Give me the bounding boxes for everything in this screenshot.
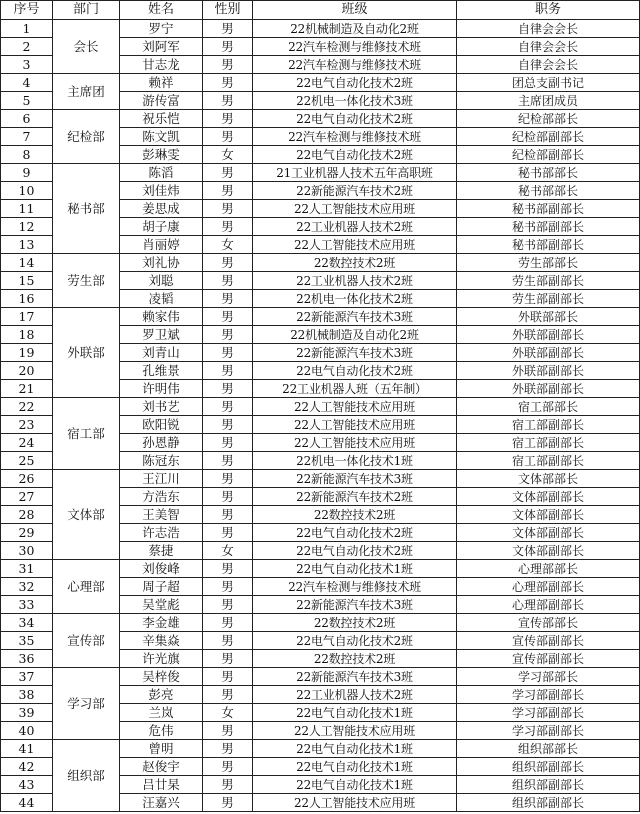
cell-role: 外联部副部长 xyxy=(457,380,640,398)
cell-name: 孔维景 xyxy=(120,362,203,380)
cell-class: 22工业机器人技术2班 xyxy=(253,218,457,236)
cell-role: 组织部副部长 xyxy=(457,758,640,776)
cell-name: 王美智 xyxy=(120,506,203,524)
cell-no: 27 xyxy=(1,488,53,506)
cell-class: 22电气自动化技术1班 xyxy=(253,740,457,758)
cell-dept: 组织部 xyxy=(53,740,120,812)
cell-name: 陈冠东 xyxy=(120,452,203,470)
cell-no: 32 xyxy=(1,578,53,596)
cell-sex: 男 xyxy=(203,272,253,290)
cell-no: 17 xyxy=(1,308,53,326)
cell-name: 刘阿军 xyxy=(120,38,203,56)
cell-sex: 男 xyxy=(203,470,253,488)
cell-name: 许光旗 xyxy=(120,650,203,668)
cell-no: 29 xyxy=(1,524,53,542)
cell-name: 陈文凯 xyxy=(120,128,203,146)
cell-name: 周子超 xyxy=(120,578,203,596)
cell-sex: 男 xyxy=(203,776,253,794)
cell-sex: 男 xyxy=(203,92,253,110)
cell-sex: 男 xyxy=(203,722,253,740)
cell-name: 肖丽婷 xyxy=(120,236,203,254)
cell-sex: 男 xyxy=(203,254,253,272)
cell-name: 辛集焱 xyxy=(120,632,203,650)
cell-name: 李金雄 xyxy=(120,614,203,632)
cell-name: 刘书艺 xyxy=(120,398,203,416)
cell-class: 22数控技术2班 xyxy=(253,614,457,632)
cell-role: 文体部部长 xyxy=(457,470,640,488)
cell-name: 汪嘉兴 xyxy=(120,794,203,812)
cell-name: 危伟 xyxy=(120,722,203,740)
table-row xyxy=(1,740,640,758)
cell-class: 22电气自动化技术1班 xyxy=(253,776,457,794)
cell-name: 兰岚 xyxy=(120,704,203,722)
cell-sex: 男 xyxy=(203,740,253,758)
cell-name: 方浩东 xyxy=(120,488,203,506)
header-name: 姓名 xyxy=(120,1,203,20)
cell-no: 10 xyxy=(1,182,53,200)
cell-sex: 女 xyxy=(203,236,253,254)
cell-sex: 男 xyxy=(203,164,253,182)
cell-role: 秘书部副部长 xyxy=(457,236,640,254)
cell-no: 36 xyxy=(1,650,53,668)
cell-sex: 男 xyxy=(203,560,253,578)
cell-dept: 纪检部 xyxy=(53,110,120,164)
cell-no: 15 xyxy=(1,272,53,290)
cell-name: 刘青山 xyxy=(120,344,203,362)
cell-role: 劳生部副部长 xyxy=(457,290,640,308)
cell-no: 4 xyxy=(1,74,53,92)
cell-name: 陈滔 xyxy=(120,164,203,182)
table-header xyxy=(1,1,640,20)
header-class: 班级 xyxy=(253,1,457,20)
cell-role: 组织部副部长 xyxy=(457,776,640,794)
table-row xyxy=(1,398,640,416)
cell-no: 7 xyxy=(1,128,53,146)
header-row xyxy=(1,1,640,20)
cell-name: 蔡捷 xyxy=(120,542,203,560)
table-row xyxy=(1,254,640,272)
cell-sex: 男 xyxy=(203,380,253,398)
cell-role: 纪检部副部长 xyxy=(457,146,640,164)
cell-no: 21 xyxy=(1,380,53,398)
cell-name: 王江川 xyxy=(120,470,203,488)
cell-role: 秘书部副部长 xyxy=(457,218,640,236)
cell-dept: 文体部 xyxy=(53,470,120,560)
cell-no: 35 xyxy=(1,632,53,650)
cell-name: 赖祥 xyxy=(120,74,203,92)
cell-sex: 男 xyxy=(203,668,253,686)
cell-no: 37 xyxy=(1,668,53,686)
cell-role: 劳生部部长 xyxy=(457,254,640,272)
cell-class: 22新能源汽车技术3班 xyxy=(253,470,457,488)
cell-role: 学习部副部长 xyxy=(457,704,640,722)
cell-dept: 主席团 xyxy=(53,74,120,110)
cell-class: 22人工智能技术应用班 xyxy=(253,236,457,254)
cell-no: 42 xyxy=(1,758,53,776)
cell-class: 22数控技术2班 xyxy=(253,254,457,272)
cell-sex: 男 xyxy=(203,506,253,524)
table-row xyxy=(1,470,640,488)
cell-name: 刘礼协 xyxy=(120,254,203,272)
table-row xyxy=(1,20,640,38)
cell-role: 秘书部部长 xyxy=(457,164,640,182)
cell-name: 罗卫斌 xyxy=(120,326,203,344)
cell-dept: 秘书部 xyxy=(53,164,120,254)
cell-class: 22汽车检测与维修技术班 xyxy=(253,128,457,146)
cell-sex: 男 xyxy=(203,758,253,776)
cell-class: 22工业机器人技术2班 xyxy=(253,272,457,290)
cell-role: 文体部副部长 xyxy=(457,542,640,560)
cell-name: 游传富 xyxy=(120,92,203,110)
cell-class: 22新能源汽车技术2班 xyxy=(253,182,457,200)
cell-name: 彭亮 xyxy=(120,686,203,704)
cell-role: 纪检部部长 xyxy=(457,110,640,128)
cell-role: 心理部部长 xyxy=(457,560,640,578)
cell-role: 宣传部副部长 xyxy=(457,650,640,668)
cell-sex: 女 xyxy=(203,704,253,722)
cell-class: 22电气自动化技术2班 xyxy=(253,524,457,542)
cell-role: 劳生部副部长 xyxy=(457,272,640,290)
cell-role: 宣传部部长 xyxy=(457,614,640,632)
cell-sex: 男 xyxy=(203,110,253,128)
cell-name: 曾明 xyxy=(120,740,203,758)
cell-class: 22电气自动化技术1班 xyxy=(253,560,457,578)
cell-name: 许明伟 xyxy=(120,380,203,398)
cell-class: 22新能源汽车技术3班 xyxy=(253,308,457,326)
cell-name: 赖家伟 xyxy=(120,308,203,326)
cell-no: 39 xyxy=(1,704,53,722)
cell-no: 26 xyxy=(1,470,53,488)
cell-dept: 外联部 xyxy=(53,308,120,398)
cell-name: 罗宁 xyxy=(120,20,203,38)
cell-sex: 男 xyxy=(203,794,253,812)
cell-role: 外联部部长 xyxy=(457,308,640,326)
table-row xyxy=(1,74,640,92)
cell-name: 刘俊峰 xyxy=(120,560,203,578)
cell-no: 24 xyxy=(1,434,53,452)
cell-no: 33 xyxy=(1,596,53,614)
cell-class: 22电气自动化技术1班 xyxy=(253,704,457,722)
cell-sex: 男 xyxy=(203,686,253,704)
cell-name: 许志浩 xyxy=(120,524,203,542)
cell-role: 外联部副部长 xyxy=(457,326,640,344)
cell-name: 刘聪 xyxy=(120,272,203,290)
cell-class: 22机电一体化技术2班 xyxy=(253,290,457,308)
cell-no: 6 xyxy=(1,110,53,128)
cell-class: 22机械制造及自动化2班 xyxy=(253,326,457,344)
cell-class: 22汽车检测与维修技术班 xyxy=(253,38,457,56)
cell-sex: 男 xyxy=(203,452,253,470)
cell-role: 纪检部副部长 xyxy=(457,128,640,146)
header-no: 序号 xyxy=(1,1,53,20)
cell-role: 宿工部副部长 xyxy=(457,452,640,470)
cell-name: 姜思成 xyxy=(120,200,203,218)
cell-sex: 男 xyxy=(203,632,253,650)
cell-dept: 心理部 xyxy=(53,560,120,614)
cell-class: 22新能源汽车技术2班 xyxy=(253,488,457,506)
cell-sex: 男 xyxy=(203,290,253,308)
cell-class: 22人工智能技术应用班 xyxy=(253,794,457,812)
cell-no: 22 xyxy=(1,398,53,416)
cell-class: 22电气自动化技术2班 xyxy=(253,74,457,92)
cell-role: 宿工部部长 xyxy=(457,398,640,416)
cell-class: 22工业机器人技术2班 xyxy=(253,686,457,704)
cell-class: 22电气自动化技术1班 xyxy=(253,758,457,776)
cell-name: 赵俊宇 xyxy=(120,758,203,776)
cell-role: 文体部副部长 xyxy=(457,506,640,524)
cell-sex: 女 xyxy=(203,542,253,560)
header-sex: 性别 xyxy=(203,1,253,20)
cell-name: 祝乐恺 xyxy=(120,110,203,128)
cell-role: 秘书部副部长 xyxy=(457,200,640,218)
cell-no: 13 xyxy=(1,236,53,254)
cell-class: 22新能源汽车技术3班 xyxy=(253,344,457,362)
cell-role: 外联部副部长 xyxy=(457,344,640,362)
cell-class: 22机械制造及自动化2班 xyxy=(253,20,457,38)
table-row xyxy=(1,110,640,128)
table-row xyxy=(1,614,640,632)
cell-no: 23 xyxy=(1,416,53,434)
cell-role: 学习部部长 xyxy=(457,668,640,686)
cell-role: 自律会会长 xyxy=(457,56,640,74)
cell-sex: 男 xyxy=(203,308,253,326)
cell-class: 22汽车检测与维修技术班 xyxy=(253,578,457,596)
header-dept: 部门 xyxy=(53,1,120,20)
cell-no: 40 xyxy=(1,722,53,740)
cell-role: 外联部副部长 xyxy=(457,362,640,380)
cell-no: 19 xyxy=(1,344,53,362)
cell-class: 22人工智能技术应用班 xyxy=(253,416,457,434)
cell-no: 1 xyxy=(1,20,53,38)
cell-role: 自律会会长 xyxy=(457,20,640,38)
header-role: 职务 xyxy=(457,1,640,20)
cell-no: 2 xyxy=(1,38,53,56)
cell-role: 文体部副部长 xyxy=(457,488,640,506)
cell-role: 文体部副部长 xyxy=(457,524,640,542)
table-body xyxy=(1,20,640,812)
cell-no: 14 xyxy=(1,254,53,272)
cell-name: 胡子康 xyxy=(120,218,203,236)
cell-sex: 男 xyxy=(203,200,253,218)
cell-role: 自律会会长 xyxy=(457,38,640,56)
cell-role: 团总支副书记 xyxy=(457,74,640,92)
cell-no: 5 xyxy=(1,92,53,110)
cell-no: 34 xyxy=(1,614,53,632)
cell-sex: 男 xyxy=(203,326,253,344)
table-row xyxy=(1,164,640,182)
cell-class: 22新能源汽车技术3班 xyxy=(253,668,457,686)
cell-no: 12 xyxy=(1,218,53,236)
cell-role: 宿工部副部长 xyxy=(457,434,640,452)
cell-dept: 学习部 xyxy=(53,668,120,740)
cell-sex: 女 xyxy=(203,146,253,164)
cell-name: 彭琳雯 xyxy=(120,146,203,164)
cell-no: 25 xyxy=(1,452,53,470)
cell-class: 22电气自动化技术2班 xyxy=(253,146,457,164)
cell-no: 18 xyxy=(1,326,53,344)
cell-class: 22电气自动化技术2班 xyxy=(253,542,457,560)
cell-class: 22机电一体化技术1班 xyxy=(253,452,457,470)
cell-sex: 男 xyxy=(203,398,253,416)
table-row xyxy=(1,668,640,686)
cell-role: 秘书部部长 xyxy=(457,182,640,200)
cell-class: 22新能源汽车技术3班 xyxy=(253,596,457,614)
cell-sex: 男 xyxy=(203,20,253,38)
cell-no: 30 xyxy=(1,542,53,560)
cell-class: 22工业机器人班（五年制） xyxy=(253,380,457,398)
cell-class: 21工业机器人技术五年高职班 xyxy=(253,164,457,182)
table-row xyxy=(1,308,640,326)
cell-no: 9 xyxy=(1,164,53,182)
cell-sex: 男 xyxy=(203,128,253,146)
cell-no: 28 xyxy=(1,506,53,524)
cell-role: 组织部副部长 xyxy=(457,794,640,812)
cell-class: 22电气自动化技术2班 xyxy=(253,110,457,128)
cell-no: 11 xyxy=(1,200,53,218)
cell-no: 38 xyxy=(1,686,53,704)
cell-class: 22电气自动化技术2班 xyxy=(253,632,457,650)
cell-sex: 男 xyxy=(203,74,253,92)
cell-no: 43 xyxy=(1,776,53,794)
table-row xyxy=(1,560,640,578)
cell-class: 22电气自动化技术2班 xyxy=(253,362,457,380)
cell-sex: 男 xyxy=(203,614,253,632)
cell-sex: 男 xyxy=(203,488,253,506)
cell-dept: 宣传部 xyxy=(53,614,120,668)
cell-role: 宣传部副部长 xyxy=(457,632,640,650)
cell-no: 16 xyxy=(1,290,53,308)
cell-role: 宿工部副部长 xyxy=(457,416,640,434)
cell-sex: 男 xyxy=(203,56,253,74)
cell-no: 20 xyxy=(1,362,53,380)
cell-no: 31 xyxy=(1,560,53,578)
cell-class: 22人工智能技术应用班 xyxy=(253,200,457,218)
cell-no: 3 xyxy=(1,56,53,74)
cell-role: 学习部副部长 xyxy=(457,686,640,704)
cell-no: 44 xyxy=(1,794,53,812)
cell-role: 主席团成员 xyxy=(457,92,640,110)
cell-name: 孙恩静 xyxy=(120,434,203,452)
cell-role: 心理部副部长 xyxy=(457,578,640,596)
cell-no: 8 xyxy=(1,146,53,164)
cell-sex: 男 xyxy=(203,218,253,236)
cell-no: 41 xyxy=(1,740,53,758)
cell-class: 22机电一体化技术3班 xyxy=(253,92,457,110)
cell-name: 甘志龙 xyxy=(120,56,203,74)
cell-name: 刘佳炜 xyxy=(120,182,203,200)
cell-sex: 男 xyxy=(203,578,253,596)
cell-sex: 男 xyxy=(203,344,253,362)
cell-sex: 男 xyxy=(203,38,253,56)
cell-name: 吴堂彪 xyxy=(120,596,203,614)
cell-name: 吕廿杲 xyxy=(120,776,203,794)
cell-class: 22人工智能技术应用班 xyxy=(253,398,457,416)
cell-class: 22数控技术2班 xyxy=(253,650,457,668)
cell-dept: 会长 xyxy=(53,20,120,74)
cell-class: 22人工智能技术应用班 xyxy=(253,722,457,740)
cell-sex: 男 xyxy=(203,362,253,380)
cell-class: 22人工智能技术应用班 xyxy=(253,434,457,452)
cell-sex: 男 xyxy=(203,416,253,434)
cell-class: 22数控技术2班 xyxy=(253,506,457,524)
cell-dept: 劳生部 xyxy=(53,254,120,308)
cell-role: 组织部部长 xyxy=(457,740,640,758)
cell-name: 吴梓俊 xyxy=(120,668,203,686)
cell-role: 学习部副部长 xyxy=(457,722,640,740)
cell-sex: 男 xyxy=(203,434,253,452)
cell-sex: 男 xyxy=(203,524,253,542)
cell-role: 心理部副部长 xyxy=(457,596,640,614)
cell-class: 22汽车检测与维修技术班 xyxy=(253,56,457,74)
cell-dept: 宿工部 xyxy=(53,398,120,470)
cell-sex: 男 xyxy=(203,182,253,200)
cell-sex: 男 xyxy=(203,650,253,668)
cell-sex: 男 xyxy=(203,596,253,614)
cell-name: 欧阳锐 xyxy=(120,416,203,434)
cell-name: 凌韬 xyxy=(120,290,203,308)
